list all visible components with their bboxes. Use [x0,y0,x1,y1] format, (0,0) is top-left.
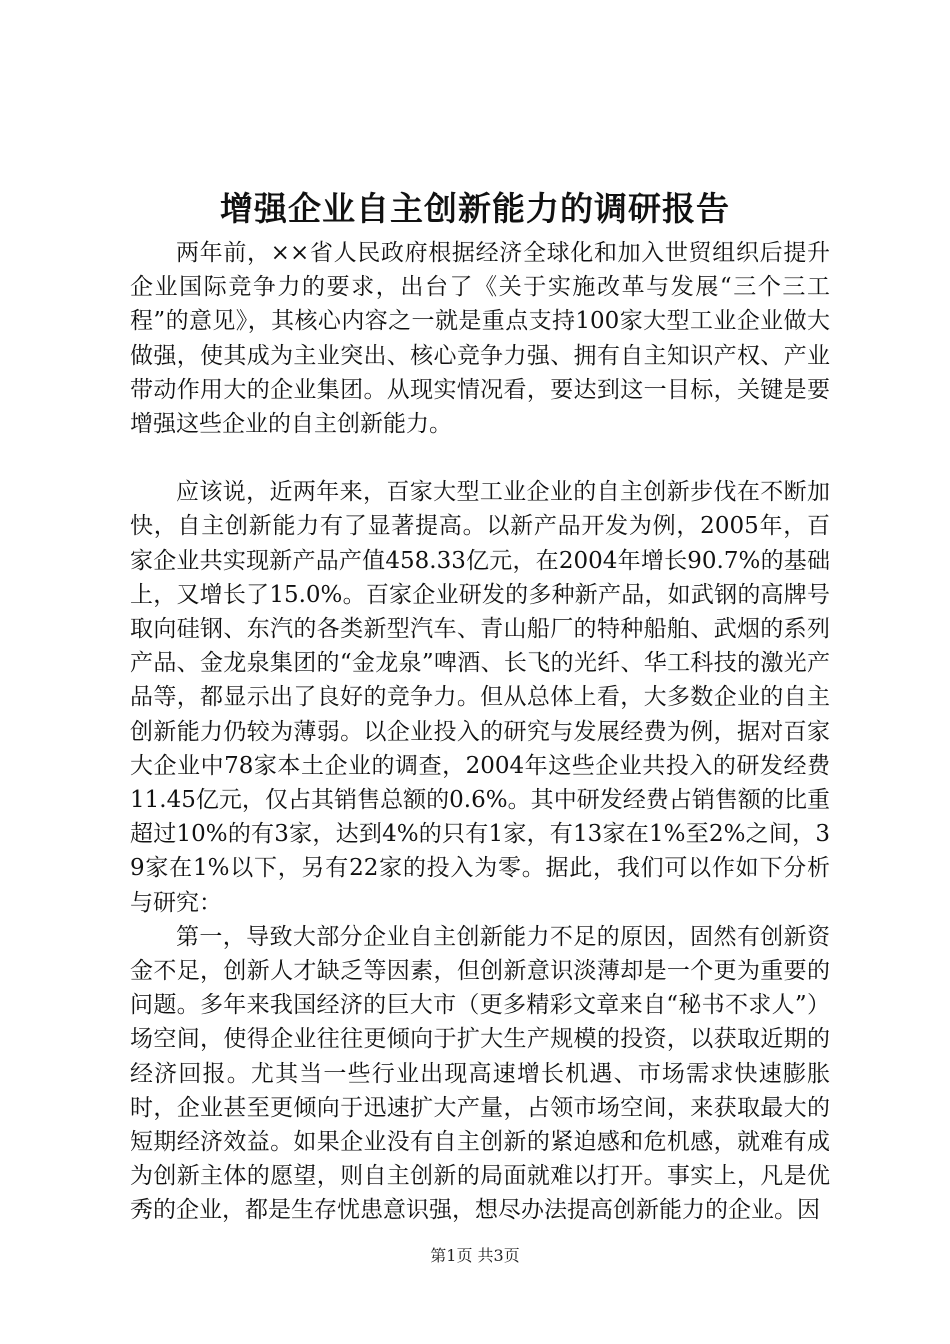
document-body [130,236,830,1228]
document-title: 增强企业自主创新能力的调研报告 [220,189,730,228]
paragraph-point-one: 第一，导致大部分企业自主创新能力不足的原因，固然有创新资金不足，创新人才缺乏等因素，但创新意识淡薄却是一个更为重要的问题。多年来我国经济的巨大市（更多精彩文章来自“秘书不求人”）场空间，使得企业往往更倾向于扩大生产规模的投资，以获取近期的经济回报。尤其当一些行业出现高速增长机遇、市场需求快速膨胀时，企业甚至更倾向于迅速扩大产量，占领市场空间，来获取最大的短期经济效益。如果企业没有自主创新的紧迫感和危机感，就难有成为创新主体的愿望，则自主创新的局面就难以打开。事实上，凡是优秀的企业，都是生存忧患意识强，想尽办法提高创新能力的企业。因 [130,923,830,1224]
paragraph-intro: 两年前，××省人民政府根据经济全球化和加入世贸组织后提升企业国际竞争力的要求，出台了《关于实施改革与发展“三个三工程”的意见》，其核心内容之一就是重点支持100家大型工业企业做大做强，使其成为主业突出、核心竞争力强、拥有自主知识产权、产业带动作用大的企业集团。从现实情况看，要达到这一目标，关键是要增强这些企业的自主创新能力。 [130,240,830,438]
paragraph-analysis: 应该说，近两年来，百家大型工业企业的自主创新步伐在不断加快，自主创新能力有了显著提高。以新产品开发为例，2005年，百家企业共实现新产品产值458.33亿元，在2004年增长90.7%的基础上，又增长了15.0%。百家企业研发的多种新产品，如武钢的高牌号取向硅钢、东汽的各类新型汽车、青山船厂的特种船舶、武烟的系列产品、金龙泉集团的“金龙泉”啤酒、长飞的光纤、华工科技的激光产品等，都显示出了良好的竞争力。但从总体上看，大多数企业的自主创新能力仍较为薄弱。以企业投入的研究与发展经费为例，据对百家大企业中78家本土企业的调查，2004年这些企业共投入的研发经费11.45亿元，仅占其销售总额的0.6%。其中研发经费占销售额的比重超过10%的有3家，达到4%的只有1家，有13家在1%至2%之间，39家在1%以下，另有22家的投入为零。据此，我们可以作如下分析与研究： [130,479,830,916]
page-footer: 第1页 共3页 [430,1246,520,1265]
